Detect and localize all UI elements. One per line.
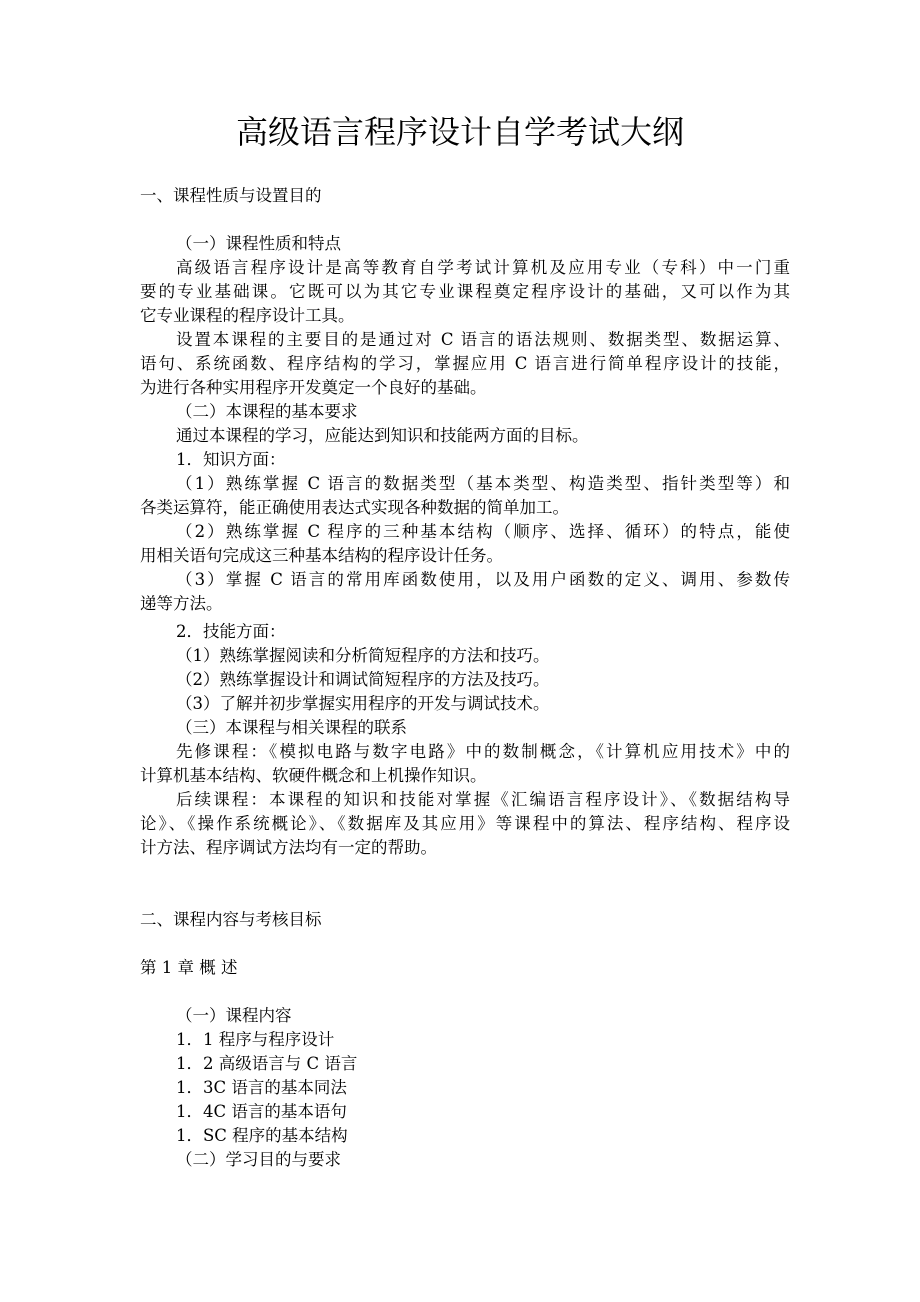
- paragraph-line: 先修课程：《模拟电路与数字电路》中的数制概念，《计算机应用技术》中的: [176, 742, 790, 761]
- section-1-heading: 一、课程性质与设置目的: [140, 186, 322, 205]
- paragraph-line: 要的专业基础课。它既可以为其它专业课程奠定程序设计的基础，又可以作为其: [140, 282, 790, 301]
- subsection-1-3-heading: （三）本课程与相关课程的联系: [176, 718, 407, 737]
- list-item: （2）熟练掌握 C 程序的三种基本结构（顺序、选择、循环）的特点，能使: [176, 522, 790, 541]
- toc-item: 1．3C 语言的基本同法: [176, 1078, 347, 1097]
- section-2-heading: 二、课程内容与考核目标: [140, 910, 322, 929]
- toc-item: 1．1 程序与程序设计: [176, 1030, 335, 1049]
- toc-item: 1．4C 语言的基本语句: [176, 1102, 347, 1121]
- list-item: （3）了解并初步掌握实用程序的开发与调试技术。: [176, 694, 550, 713]
- subsection-1-2-heading: （二）本课程的基本要求: [176, 402, 358, 421]
- list-item: （2）熟练掌握设计和调试简短程序的方法及技巧。: [176, 670, 550, 689]
- paragraph-line: 后续课程：本课程的知识和技能对掌握《汇编语言程序设计》、《数据结构导: [176, 790, 790, 809]
- skills-heading: 2．技能方面：: [176, 622, 286, 641]
- paragraph-line: 论》、《操作系统概论》、《数据库及其应用》等课程中的算法、程序结构、程序设: [140, 814, 790, 833]
- list-item: （3）掌握 C 语言的常用库函数使用，以及用户函数的定义、调用、参数传: [176, 570, 790, 589]
- paragraph-line: 为进行各种实用程序开发奠定一个良好的基础。: [140, 378, 487, 397]
- subsection-2-2-heading: （二）学习目的与要求: [176, 1150, 341, 1169]
- subsection-2-1-heading: （一）课程内容: [176, 1006, 292, 1025]
- toc-item: 1．SC 程序的基本结构: [176, 1126, 348, 1145]
- list-item: 用相关语句完成这三种基本结构的程序设计任务。: [140, 546, 503, 565]
- paragraph-line: 语句、系统函数、程序结构的学习，掌握应用 C 语言进行简单程序设计的技能，: [140, 354, 790, 373]
- paragraph-line: 计算机基本结构、软硬件概念和上机操作知识。: [140, 766, 487, 785]
- paragraph-line: 高级语言程序设计是高等教育自学考试计算机及应用专业（专科）中一门重: [176, 258, 790, 277]
- list-item: （1）熟练掌握阅读和分析简短程序的方法和技巧。: [176, 646, 550, 665]
- list-item: 各类运算符，能正确使用表达式实现各种数据的简单加工。: [140, 498, 569, 517]
- paragraph-line: 设置本课程的主要目的是通过对 C 语言的语法规则、数据类型、数据运算、: [176, 330, 790, 349]
- knowledge-heading: 1．知识方面：: [176, 450, 286, 469]
- paragraph-line: 计方法、程序调试方法均有一定的帮助。: [140, 838, 437, 857]
- list-item: （1）熟练掌握 C 语言的数据类型（基本类型、构造类型、指针类型等）和: [176, 474, 790, 493]
- paragraph-line: 它专业课程的程序设计工具。: [140, 306, 355, 325]
- paragraph-line: 通过本课程的学习，应能达到知识和技能两方面的目标。: [176, 426, 589, 445]
- toc-item: 1．2 高级语言与 C 语言: [176, 1054, 358, 1073]
- chapter-heading: 第 1 章 概 述: [140, 958, 238, 977]
- subsection-1-1-heading: （一）课程性质和特点: [176, 234, 341, 253]
- list-item: 递等方法。: [140, 594, 223, 613]
- document-title: 高级语言程序设计自学考试大纲: [235, 113, 684, 151]
